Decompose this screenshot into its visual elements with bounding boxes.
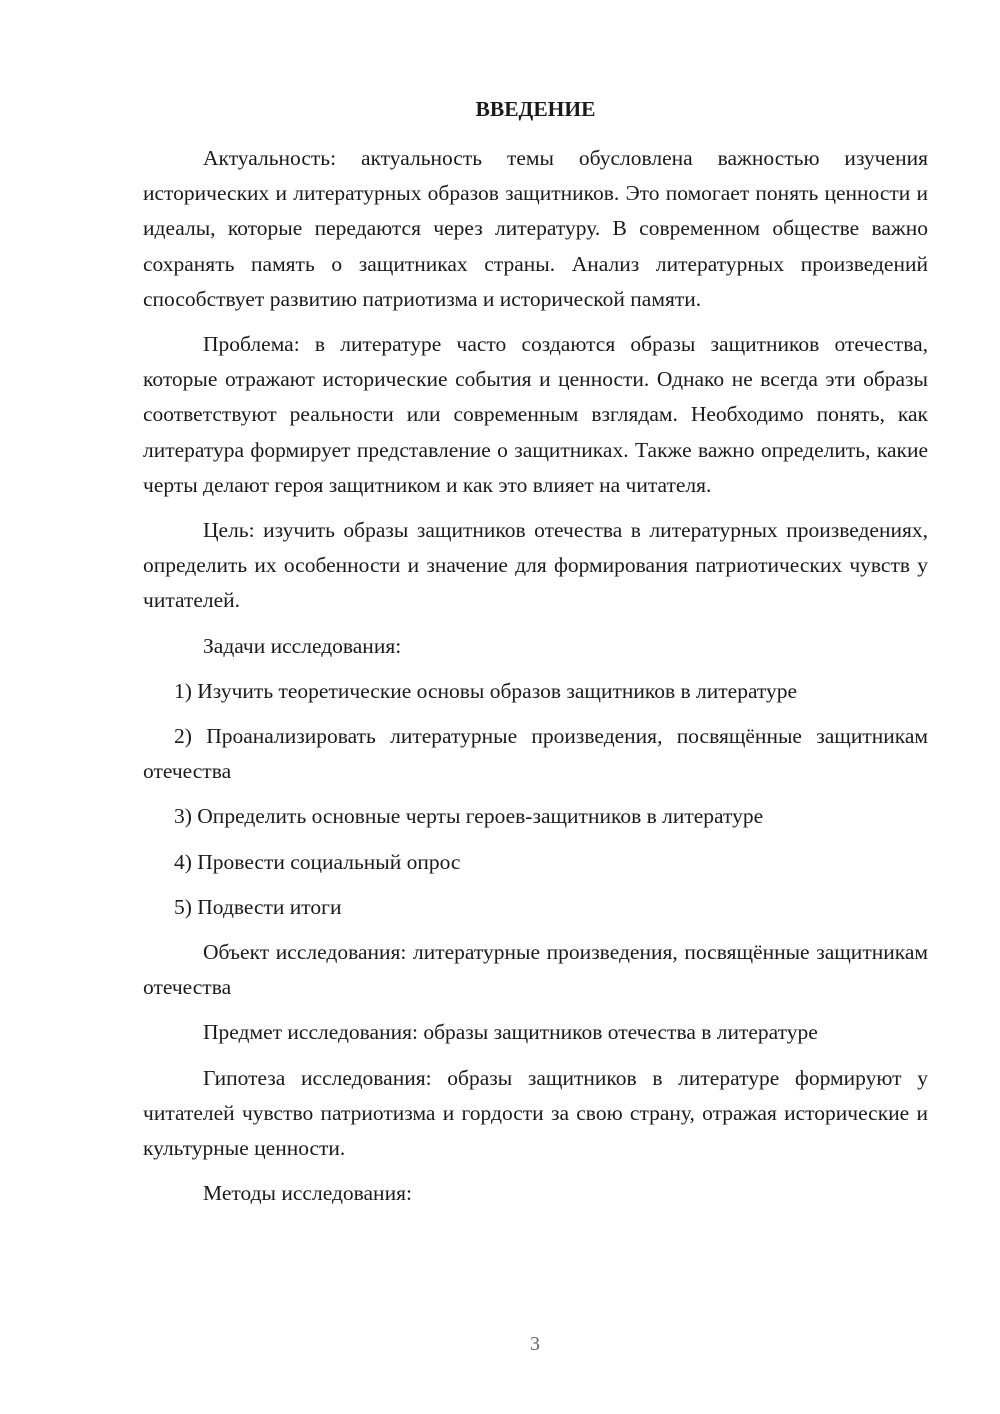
page-number: 3 [530,1333,540,1355]
task-item: 4) Провести социальный опрос [174,849,461,874]
paragraph-relevance: Актуальность: актуальность темы обусловлена важностью изучения исторических и литературных образов защитников. Это помогает понять ценности и идеалы, которые передаются через литературу. В современном обществе важно сохранять память о защитниках страны. Анализ литературных произведений способствует развитию патриотизма и исторической памяти. [143,146,928,311]
task-item: 3) Определить основные черты героев-защитников в литературе [174,804,764,829]
paragraph-methods-heading: Методы исследования: [203,1181,412,1206]
task-item: 1) Изучить теоретические основы образов защитников в литературе [174,678,798,703]
paragraph-goal: Цель: изучить образы защитников отечества в литературных произведениях, определить их особенности и значение для формирования патриотических чувств у читателей. [143,518,928,613]
paragraph-object: Объект исследования: литературные произведения, посвящённые защитникам отечества [143,940,928,1000]
document-page [143,90,928,1221]
paragraph-problem: Проблема: в литературе часто создаются образы защитников отечества, которые отражают исторические события и ценности. Однако не всегда эти образы соответствуют реальности или современным взглядам. Необходимо понять, как литература формирует представление о защитниках. Также важно определить, какие черты делают героя защитником и как это влияет на читателя. [143,332,928,497]
section-title: ВВЕДЕНИЕ [475,97,596,121]
paragraph-hypothesis: Гипотеза исследования: образы защитников в литературе формируют у читателей чувство патриотизма и гордости за свою страну, отражая исторические и культурные ценности. [143,1065,928,1161]
paragraph-subject: Предмет исследования: образы защитников отечества в литературе [203,1020,818,1045]
task-item: 5) Подвести итоги [174,894,342,919]
paragraph-tasks-heading: Задачи исследования: [203,633,402,658]
task-item: 2) Проанализировать литературные произведения, посвящённые защитникам отечества [143,724,928,784]
